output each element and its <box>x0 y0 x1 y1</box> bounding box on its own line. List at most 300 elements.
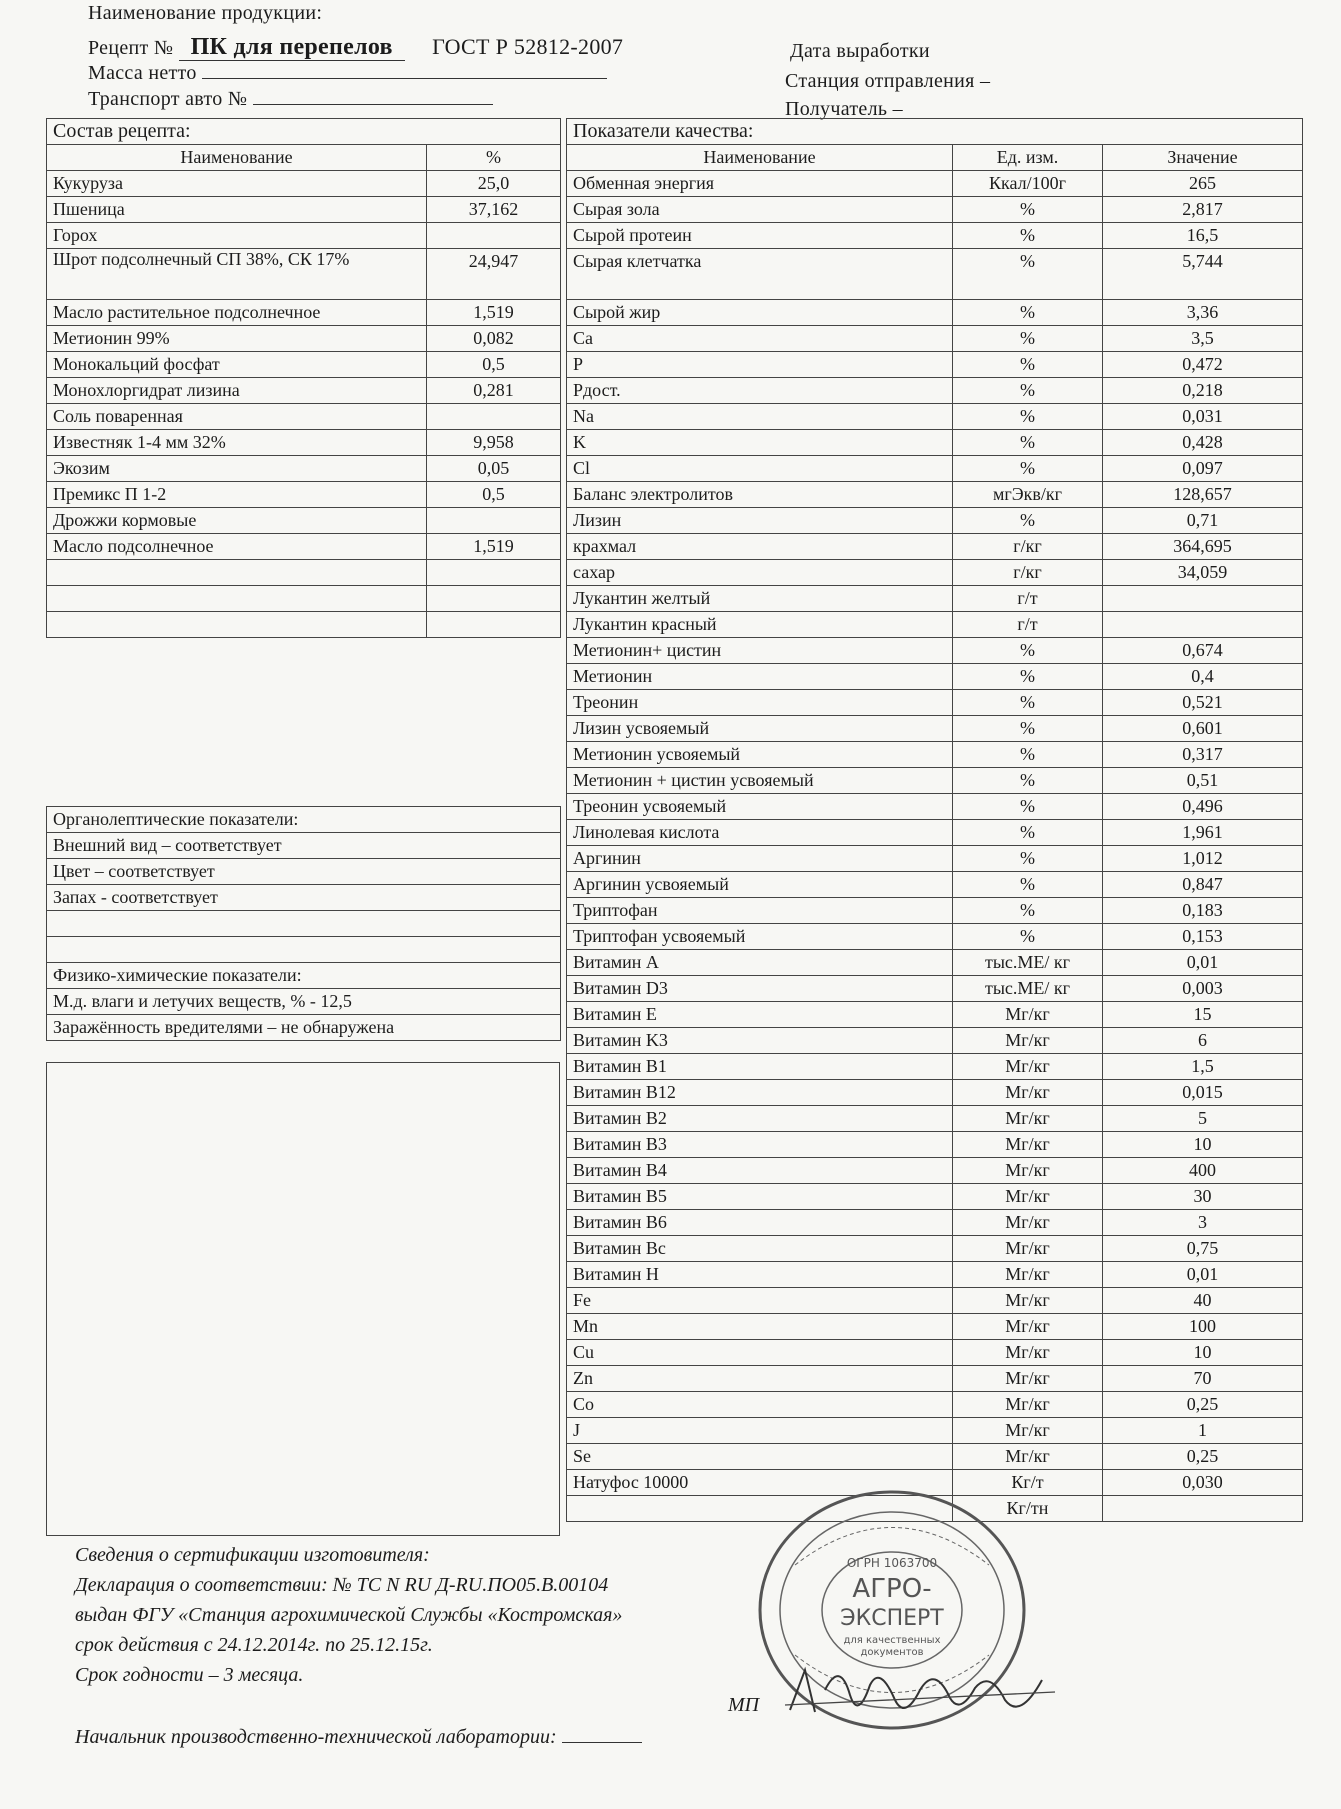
quality-row <box>567 560 1303 586</box>
quality-value: 400 <box>1103 1158 1303 1184</box>
organoleptic-item: Запах - соответствует <box>47 885 561 911</box>
quality-unit: Мг/кг <box>953 1106 1103 1132</box>
stamp-center-3: для качественных <box>843 1635 941 1646</box>
quality-unit: Мг/кг <box>953 1392 1103 1418</box>
quality-unit: % <box>953 378 1103 404</box>
quality-unit: г/кг <box>953 560 1103 586</box>
quality-value: 0,031 <box>1103 404 1303 430</box>
indicators-row <box>47 807 561 833</box>
quality-value: 0,51 <box>1103 768 1303 794</box>
quality-name: Fe <box>567 1288 953 1314</box>
quality-name: Витамин B4 <box>567 1158 953 1184</box>
composition-name: Пшеница <box>47 197 427 223</box>
quality-row <box>567 197 1303 223</box>
departure-station-label: Станция отправления – <box>785 70 991 92</box>
quality-name: Витамин B12 <box>567 1080 953 1106</box>
quality-unit: Кг/тн <box>953 1496 1103 1522</box>
quality-row <box>567 586 1303 612</box>
composition-row <box>47 404 561 430</box>
quality-unit: Мг/кг <box>953 1366 1103 1392</box>
quality-value: 6 <box>1103 1028 1303 1054</box>
quality-unit: % <box>953 456 1103 482</box>
quality-row <box>567 794 1303 820</box>
quality-name: Лукантин желтый <box>567 586 953 612</box>
quality-name: Витамин B2 <box>567 1106 953 1132</box>
quality-name: Метионин <box>567 664 953 690</box>
production-date-label: Дата выработки <box>790 40 930 62</box>
composition-pct <box>427 508 561 534</box>
composition-row <box>47 352 561 378</box>
quality-unit: % <box>953 742 1103 768</box>
composition-empty-cell <box>47 586 427 612</box>
composition-name: Шрот подсолнечный СП 38%, СК 17% <box>47 249 427 300</box>
quality-row <box>567 1262 1303 1288</box>
quality-name: Витамин B1 <box>567 1054 953 1080</box>
quality-row <box>567 1340 1303 1366</box>
quality-name: J <box>567 1418 953 1444</box>
quality-value <box>1103 1496 1303 1522</box>
quality-unit: мгЭкв/кг <box>953 482 1103 508</box>
net-mass-field <box>202 60 607 79</box>
composition-empty-cell <box>427 586 561 612</box>
composition-empty-row <box>47 586 561 612</box>
quality-col-name: Наименование <box>567 145 953 171</box>
physchem-title: Физико-химические показатели: <box>47 963 561 989</box>
quality-value: 0,317 <box>1103 742 1303 768</box>
quality-table <box>566 118 1303 1522</box>
quality-name: Аргинин <box>567 846 953 872</box>
quality-unit: % <box>953 638 1103 664</box>
indicators-row <box>47 963 561 989</box>
quality-name: Триптофан усвояемый <box>567 924 953 950</box>
quality-row <box>567 456 1303 482</box>
cert-title: Сведения о сертификации изготовителя: <box>75 1544 430 1566</box>
quality-value: 0,218 <box>1103 378 1303 404</box>
composition-name: Масло растительное подсолнечное <box>47 300 427 326</box>
composition-name: Метионин 99% <box>47 326 427 352</box>
composition-pct: 24,947 <box>427 249 561 300</box>
quality-value: 2,817 <box>1103 197 1303 223</box>
composition-row <box>47 326 561 352</box>
quality-value: 10 <box>1103 1132 1303 1158</box>
quality-value: 0,183 <box>1103 898 1303 924</box>
quality-row <box>567 690 1303 716</box>
composition-row <box>47 482 561 508</box>
quality-value: 0,01 <box>1103 1262 1303 1288</box>
quality-unit: Мг/кг <box>953 1418 1103 1444</box>
quality-row <box>567 820 1303 846</box>
composition-name: Премикс П 1-2 <box>47 482 427 508</box>
quality-name: Se <box>567 1444 953 1470</box>
composition-title: Состав рецепта: <box>47 119 561 145</box>
net-mass-label: Масса нетто <box>88 62 197 84</box>
quality-value: 0,015 <box>1103 1080 1303 1106</box>
quality-name: Лукантин красный <box>567 612 953 638</box>
quality-value: 16,5 <box>1103 223 1303 249</box>
quality-row <box>567 1184 1303 1210</box>
organoleptic-item: Внешний вид – соответствует <box>47 833 561 859</box>
quality-value: 0,030 <box>1103 1470 1303 1496</box>
quality-row <box>567 1080 1303 1106</box>
quality-unit: тыс.МЕ/ кг <box>953 950 1103 976</box>
indicators-row <box>47 911 561 937</box>
quality-unit: Мг/кг <box>953 1132 1103 1158</box>
quality-name: Треонин <box>567 690 953 716</box>
quality-value: 1,012 <box>1103 846 1303 872</box>
quality-row <box>567 1054 1303 1080</box>
composition-name: Дрожжи кормовые <box>47 508 427 534</box>
quality-row <box>567 1288 1303 1314</box>
quality-row <box>567 1236 1303 1262</box>
physchem-item: М.д. влаги и летучих веществ, % - 12,5 <box>47 989 561 1015</box>
quality-unit: % <box>953 898 1103 924</box>
composition-col-name: Наименование <box>47 145 427 171</box>
quality-title: Показатели качества: <box>567 119 1303 145</box>
composition-row <box>47 249 561 300</box>
quality-row <box>567 482 1303 508</box>
quality-name: Триптофан <box>567 898 953 924</box>
indicators-row <box>47 833 561 859</box>
quality-unit: % <box>953 794 1103 820</box>
stamp-center-1: АГРО- <box>852 1574 932 1604</box>
quality-unit: % <box>953 352 1103 378</box>
quality-unit: % <box>953 872 1103 898</box>
quality-value: 0,003 <box>1103 976 1303 1002</box>
quality-row <box>567 352 1303 378</box>
quality-row <box>567 846 1303 872</box>
quality-name: Лизин <box>567 508 953 534</box>
quality-unit: Ккал/100г <box>953 171 1103 197</box>
quality-value: 5,744 <box>1103 249 1303 300</box>
composition-pct: 1,519 <box>427 534 561 560</box>
quality-name: Метионин + цистин усвояемый <box>567 768 953 794</box>
quality-row <box>567 1132 1303 1158</box>
composition-pct: 25,0 <box>427 171 561 197</box>
quality-value: 0,496 <box>1103 794 1303 820</box>
quality-value: 15 <box>1103 1002 1303 1028</box>
quality-row <box>567 742 1303 768</box>
quality-name: Лизин усвояемый <box>567 716 953 742</box>
quality-name: K <box>567 430 953 456</box>
receiver-label: Получатель – <box>785 98 903 120</box>
quality-unit: % <box>953 223 1103 249</box>
quality-row <box>567 898 1303 924</box>
quality-row <box>567 300 1303 326</box>
quality-name: Ca <box>567 326 953 352</box>
quality-value: 100 <box>1103 1314 1303 1340</box>
composition-row <box>47 223 561 249</box>
quality-row <box>567 924 1303 950</box>
certification-block <box>75 1540 622 1690</box>
quality-name: Метионин усвояемый <box>567 742 953 768</box>
indicators-row <box>47 1015 561 1041</box>
quality-value: 30 <box>1103 1184 1303 1210</box>
indicators-row <box>47 859 561 885</box>
quality-name: Сырой протеин <box>567 223 953 249</box>
quality-name: Метионин+ цистин <box>567 638 953 664</box>
quality-value: 5 <box>1103 1106 1303 1132</box>
quality-row <box>567 950 1303 976</box>
quality-name: Сырой жир <box>567 300 953 326</box>
quality-row <box>567 664 1303 690</box>
indicators-row <box>47 885 561 911</box>
composition-row <box>47 430 561 456</box>
quality-row <box>567 171 1303 197</box>
quality-row <box>567 612 1303 638</box>
quality-row <box>567 378 1303 404</box>
quality-value: 0,472 <box>1103 352 1303 378</box>
quality-unit: % <box>953 716 1103 742</box>
quality-value: 0,521 <box>1103 690 1303 716</box>
quality-name: сахар <box>567 560 953 586</box>
quality-unit: % <box>953 846 1103 872</box>
quality-value: 0,097 <box>1103 456 1303 482</box>
quality-name: Витамин B5 <box>567 1184 953 1210</box>
composition-empty-row <box>47 612 561 638</box>
quality-name: P <box>567 352 953 378</box>
organoleptic-title: Органолептические показатели: <box>47 807 561 833</box>
composition-name: Экозим <box>47 456 427 482</box>
quality-unit: % <box>953 300 1103 326</box>
quality-row <box>567 1392 1303 1418</box>
composition-table <box>46 118 561 638</box>
quality-unit: Мг/кг <box>953 1028 1103 1054</box>
composition-name: Горох <box>47 223 427 249</box>
quality-value: 1,5 <box>1103 1054 1303 1080</box>
quality-name: Витамин K3 <box>567 1028 953 1054</box>
quality-unit: % <box>953 820 1103 846</box>
quality-name: Co <box>567 1392 953 1418</box>
quality-unit: Мг/кг <box>953 1236 1103 1262</box>
quality-value: 3,36 <box>1103 300 1303 326</box>
quality-row <box>567 1366 1303 1392</box>
quality-unit: % <box>953 690 1103 716</box>
composition-name: Монокальций фосфат <box>47 352 427 378</box>
quality-name: Витамин H <box>567 1262 953 1288</box>
quality-row <box>567 638 1303 664</box>
quality-value: 0,847 <box>1103 872 1303 898</box>
quality-value: 128,657 <box>1103 482 1303 508</box>
quality-col-unit: Ед. изм. <box>953 145 1103 171</box>
composition-name: Соль поваренная <box>47 404 427 430</box>
quality-row <box>567 1158 1303 1184</box>
quality-unit: % <box>953 430 1103 456</box>
quality-name: Витамин E <box>567 1002 953 1028</box>
quality-unit: % <box>953 197 1103 223</box>
composition-row <box>47 300 561 326</box>
quality-value: 0,4 <box>1103 664 1303 690</box>
quality-value: 70 <box>1103 1366 1303 1392</box>
quality-row <box>567 404 1303 430</box>
quality-name: крахмал <box>567 534 953 560</box>
shelf-life: Срок годности – 3 месяца. <box>75 1664 304 1686</box>
quality-unit: Мг/кг <box>953 1002 1103 1028</box>
stamp-center-2: ЭКСПЕРТ <box>840 1606 944 1631</box>
indicators-row <box>47 989 561 1015</box>
quality-unit: % <box>953 924 1103 950</box>
recipe-name: ПК для перепелов <box>179 34 405 61</box>
quality-row <box>567 249 1303 300</box>
composition-row <box>47 508 561 534</box>
gost-standard: ГОСТ Р 52812-2007 <box>432 34 624 59</box>
composition-empty-cell <box>47 560 427 586</box>
quality-value: 34,059 <box>1103 560 1303 586</box>
quality-row <box>567 508 1303 534</box>
quality-unit: тыс.МЕ/ кг <box>953 976 1103 1002</box>
quality-row <box>567 1210 1303 1236</box>
quality-value: 40 <box>1103 1288 1303 1314</box>
quality-value: 364,695 <box>1103 534 1303 560</box>
product-label: Наименование продукции: <box>88 2 323 24</box>
quality-value: 1 <box>1103 1418 1303 1444</box>
composition-pct: 0,5 <box>427 352 561 378</box>
quality-row <box>567 1314 1303 1340</box>
physchem-item: Заражённость вредителями – не обнаружена <box>47 1015 561 1041</box>
quality-value <box>1103 586 1303 612</box>
quality-unit: % <box>953 326 1103 352</box>
quality-name: Витамин B6 <box>567 1210 953 1236</box>
quality-col-value: Значение <box>1103 145 1303 171</box>
quality-unit: Мг/кг <box>953 1340 1103 1366</box>
quality-name: Витамин B3 <box>567 1132 953 1158</box>
quality-name: Натуфос 10000 <box>567 1470 953 1496</box>
transport-field <box>253 86 493 105</box>
quality-value: 1,961 <box>1103 820 1303 846</box>
quality-unit: Мг/кг <box>953 1184 1103 1210</box>
quality-unit: Мг/кг <box>953 1210 1103 1236</box>
quality-row <box>567 976 1303 1002</box>
quality-row <box>567 716 1303 742</box>
quality-name: Mn <box>567 1314 953 1340</box>
quality-name: Обменная энергия <box>567 171 953 197</box>
quality-value: 0,25 <box>1103 1444 1303 1470</box>
composition-pct <box>427 223 561 249</box>
quality-unit: Мг/кг <box>953 1080 1103 1106</box>
quality-name: Витамин A <box>567 950 953 976</box>
composition-name: Монохлоргидрат лизина <box>47 378 427 404</box>
quality-row <box>567 326 1303 352</box>
quality-name: Аргинин усвояемый <box>567 872 953 898</box>
quality-unit: г/кг <box>953 534 1103 560</box>
quality-name: Линолевая кислота <box>567 820 953 846</box>
quality-name: Сырая зола <box>567 197 953 223</box>
indicators-empty-row <box>47 937 561 963</box>
quality-row <box>567 768 1303 794</box>
composition-pct: 0,082 <box>427 326 561 352</box>
quality-row <box>567 872 1303 898</box>
quality-unit: Кг/т <box>953 1470 1103 1496</box>
composition-row <box>47 171 561 197</box>
quality-name: Баланс электролитов <box>567 482 953 508</box>
signature-line <box>75 1722 642 1752</box>
quality-name: Сырая клетчатка <box>567 249 953 300</box>
organoleptic-item: Цвет – соответствует <box>47 859 561 885</box>
quality-name: Треонин усвояемый <box>567 794 953 820</box>
quality-name: Витамин Bc <box>567 1236 953 1262</box>
quality-unit: Мг/кг <box>953 1444 1103 1470</box>
cert-validity: срок действия с 24.12.2014г. по 25.12.15г. <box>75 1634 433 1656</box>
quality-row <box>567 1002 1303 1028</box>
composition-row <box>47 534 561 560</box>
quality-unit: % <box>953 508 1103 534</box>
stamp-ogrn: ОГРН 1063700 <box>846 1556 938 1570</box>
cert-issuer: выдан ФГУ «Станция агрохимической Службы «Костромская» <box>75 1604 623 1626</box>
quality-value: 3,5 <box>1103 326 1303 352</box>
quality-value: 0,25 <box>1103 1392 1303 1418</box>
composition-pct: 0,05 <box>427 456 561 482</box>
quality-unit: Мг/кг <box>953 1314 1103 1340</box>
quality-row <box>567 534 1303 560</box>
quality-unit: % <box>953 768 1103 794</box>
composition-pct <box>427 404 561 430</box>
quality-unit: Мг/кг <box>953 1158 1103 1184</box>
quality-unit: % <box>953 664 1103 690</box>
quality-name: Pдост. <box>567 378 953 404</box>
quality-row <box>567 1106 1303 1132</box>
transport-line <box>88 86 493 111</box>
quality-name: Cu <box>567 1340 953 1366</box>
empty-left-area <box>46 1062 560 1536</box>
composition-row <box>47 456 561 482</box>
composition-row <box>47 197 561 223</box>
composition-empty-row <box>47 560 561 586</box>
quality-value: 0,153 <box>1103 924 1303 950</box>
recipe-line <box>88 34 623 61</box>
composition-name: Кукуруза <box>47 171 427 197</box>
quality-unit: Мг/кг <box>953 1262 1103 1288</box>
quality-value: 0,601 <box>1103 716 1303 742</box>
quality-row <box>567 1028 1303 1054</box>
mp-mark: МП <box>728 1694 760 1716</box>
composition-pct: 0,281 <box>427 378 561 404</box>
composition-name: Масло подсолнечное <box>47 534 427 560</box>
quality-value: 265 <box>1103 171 1303 197</box>
quality-name: Na <box>567 404 953 430</box>
stamp-center-4: документов <box>860 1647 924 1658</box>
cert-declaration: Декларация о соответствии: № ТС N RU Д-RU.ПО05.В.00104 <box>75 1574 609 1596</box>
handwritten-signature <box>780 1650 1060 1730</box>
quality-unit: Мг/кг <box>953 1288 1103 1314</box>
quality-name: Zn <box>567 1366 953 1392</box>
composition-name: Известняк 1-4 мм 32% <box>47 430 427 456</box>
quality-unit: % <box>953 404 1103 430</box>
composition-pct: 37,162 <box>427 197 561 223</box>
quality-value: 0,01 <box>1103 950 1303 976</box>
quality-unit: Мг/кг <box>953 1054 1103 1080</box>
composition-empty-cell <box>47 612 427 638</box>
indicators-empty-row <box>47 911 561 937</box>
composition-empty-cell <box>427 612 561 638</box>
quality-value: 10 <box>1103 1340 1303 1366</box>
quality-name: Витамин D3 <box>567 976 953 1002</box>
quality-row <box>567 223 1303 249</box>
quality-value: 0,71 <box>1103 508 1303 534</box>
composition-pct: 9,958 <box>427 430 561 456</box>
quality-row <box>567 1444 1303 1470</box>
quality-value: 0,674 <box>1103 638 1303 664</box>
quality-value: 3 <box>1103 1210 1303 1236</box>
composition-pct: 0,5 <box>427 482 561 508</box>
quality-row <box>567 430 1303 456</box>
composition-row <box>47 378 561 404</box>
quality-unit: г/т <box>953 612 1103 638</box>
quality-name: Cl <box>567 456 953 482</box>
quality-unit: г/т <box>953 586 1103 612</box>
quality-unit: % <box>953 249 1103 300</box>
indicators-row <box>47 937 561 963</box>
indicators-table <box>46 806 561 1041</box>
quality-value <box>1103 612 1303 638</box>
